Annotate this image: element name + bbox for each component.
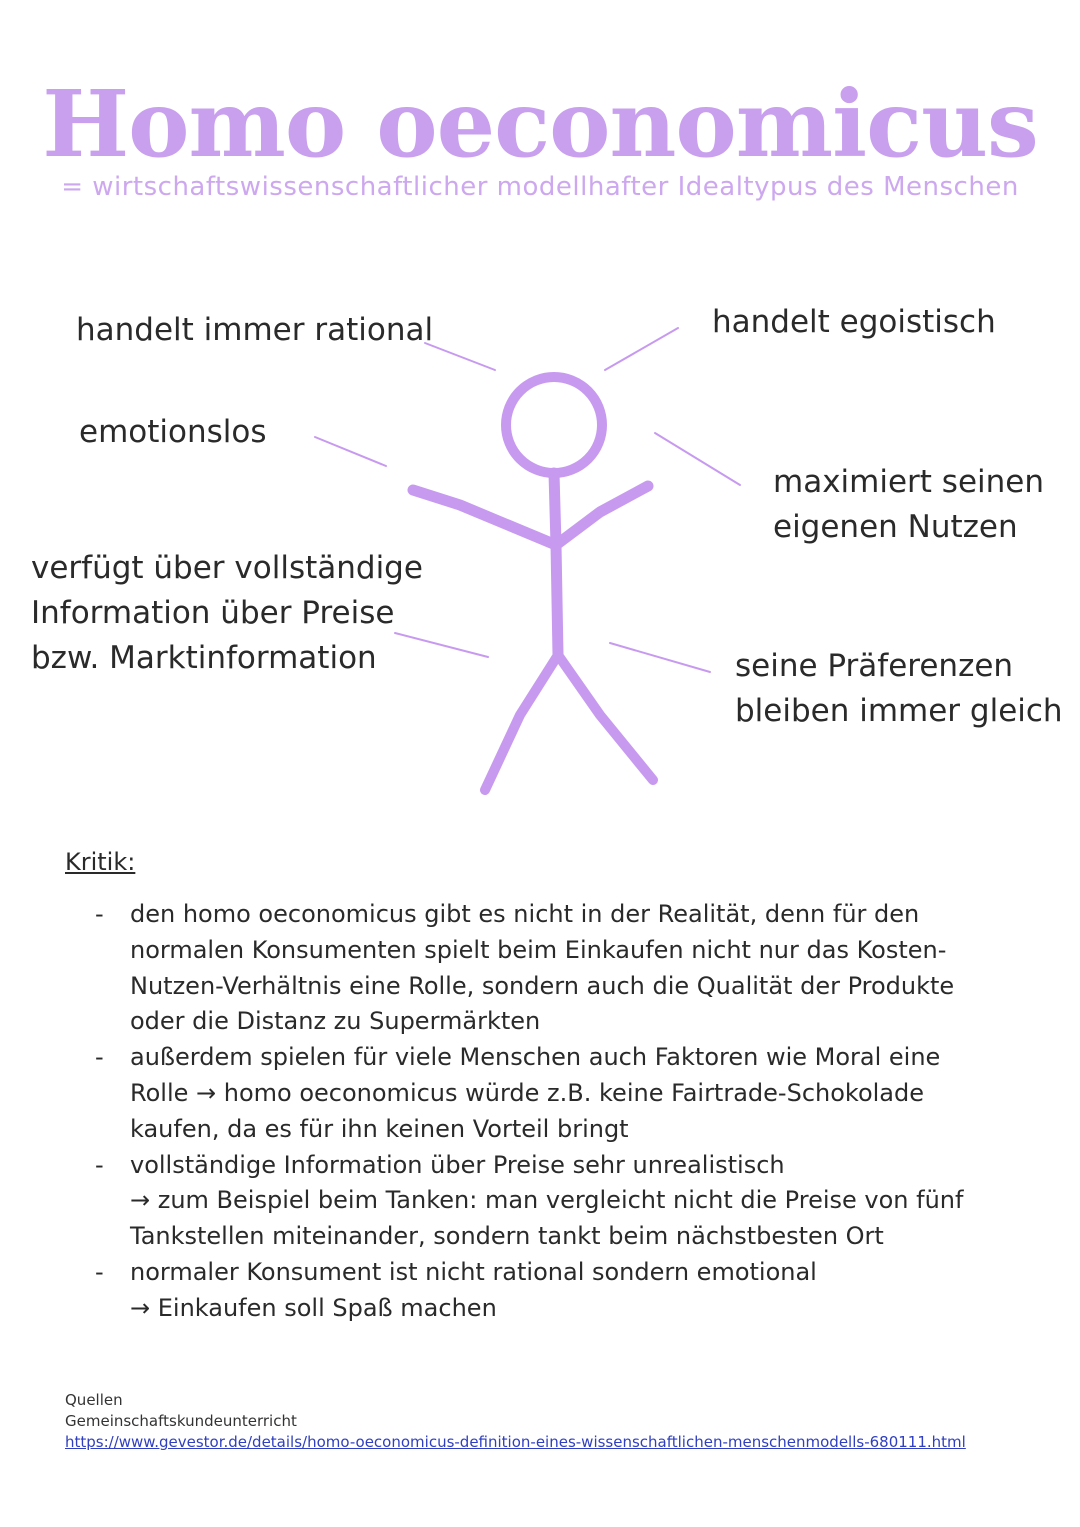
kritik-line: außerdem spielen für viele Menschen auch Faktoren wie Moral eine <box>130 1043 941 1072</box>
kritik-heading: Kritik: <box>65 848 136 876</box>
label-pref-line: seine Präferenzen <box>735 648 1014 684</box>
figure-right-leg <box>558 655 653 780</box>
connector-rational <box>425 343 495 370</box>
kritik-line: Tankstellen miteinander, sondern tankt beim nächstbesten Ort <box>130 1222 884 1251</box>
kritik-item <box>95 1148 995 1255</box>
label-rational: handelt immer rational <box>76 312 434 348</box>
kritik-line: oder die Distanz zu Supermärkten <box>130 1007 541 1036</box>
connector-emotion <box>315 437 386 466</box>
kritik-list <box>95 897 995 1327</box>
kritik-line: normalen Konsumenten spielt beim Einkaufen nicht nur das Kosten- <box>130 935 947 964</box>
figure-left-arm <box>413 490 556 545</box>
figure-body <box>554 473 558 655</box>
figure-right-arm <box>556 486 648 545</box>
label-info <box>31 546 423 681</box>
kritik-item <box>95 1040 995 1147</box>
kritik-line: vollständige Information über Preise sehr unrealistisch <box>130 1150 785 1179</box>
kritik-line: kaufen, da es für ihn keinen Vorteil bringt <box>130 1114 629 1143</box>
list-dash: - <box>95 1043 104 1072</box>
label-info-line: verfügt über vollständige <box>31 550 423 586</box>
page-title: Homo oeconomicus <box>42 70 1038 178</box>
source-link[interactable]: https://www.gevestor.de/details/homo-oeconomicus-definition-eines-wissenschaftlichen-menschenmodells-680111.html <box>65 1433 966 1451</box>
label-egoist: handelt egoistisch <box>712 304 996 340</box>
kritik-line: → zum Beispiel beim Tanken: man vergleicht nicht die Preise von fünf <box>130 1186 964 1215</box>
label-pref-line: bleiben immer gleich <box>735 693 1063 729</box>
label-info-line: Information über Preise <box>31 595 395 631</box>
kritik-item <box>95 897 995 1040</box>
list-dash: - <box>95 1257 104 1286</box>
connector-nutzen <box>655 433 740 485</box>
sources-line: Gemeinschaftskundeunterricht <box>65 1412 297 1430</box>
kritik-line: Nutzen-Verhältnis eine Rolle, sondern auch die Qualität der Produkte <box>130 971 955 1000</box>
sources-block <box>65 1390 966 1453</box>
list-dash: - <box>95 1150 104 1179</box>
kritik-line: normaler Konsument ist nicht rational sondern emotional <box>130 1257 817 1286</box>
label-info-line: bzw. Marktinformation <box>31 640 377 676</box>
kritik-line: Rolle → homo oeconomicus würde z.B. keine Fairtrade-Schokolade <box>130 1078 925 1107</box>
label-nutzen <box>773 460 1044 550</box>
kritik-line: → Einkaufen soll Spaß machen <box>130 1293 497 1322</box>
connector-egoist <box>605 328 678 370</box>
kritik-line: den homo oeconomicus gibt es nicht in der Realität, denn für den <box>130 900 920 928</box>
figure-left-leg <box>485 655 558 790</box>
page-subtitle: = wirtschaftswissenschaftlicher modellhafter Idealtypus des Menschen <box>61 172 1019 202</box>
label-emotion: emotionslos <box>79 414 267 450</box>
list-dash: - <box>95 900 104 928</box>
label-nutzen-line: maximiert seinen <box>773 464 1044 500</box>
connector-pref <box>610 643 710 672</box>
label-nutzen-line: eigenen Nutzen <box>773 509 1018 545</box>
sources-heading: Quellen <box>65 1391 123 1409</box>
kritik-item <box>95 1255 995 1327</box>
label-praeferenzen <box>735 644 1063 734</box>
figure-head <box>506 377 602 473</box>
